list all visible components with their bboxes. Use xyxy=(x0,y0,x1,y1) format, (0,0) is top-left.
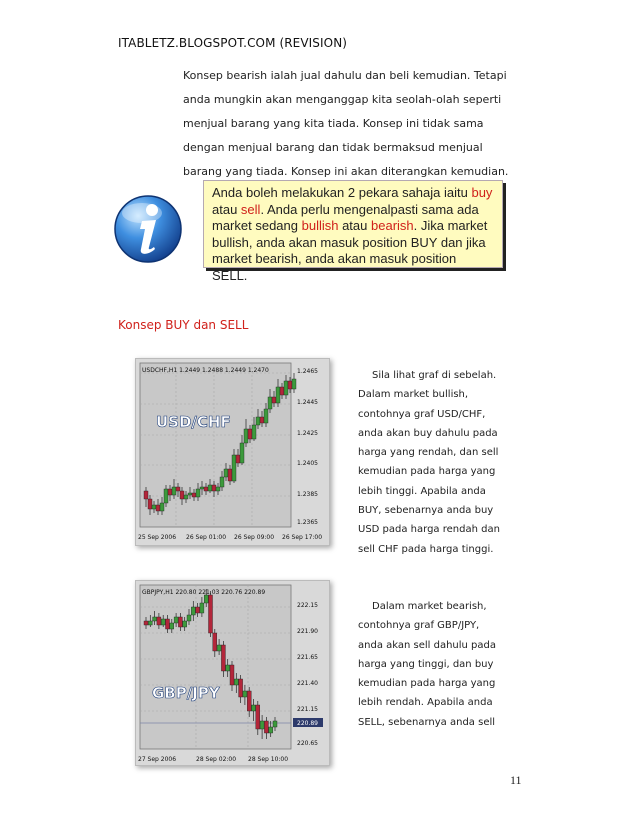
candle-body xyxy=(157,617,161,625)
y-tick: 1.2425 xyxy=(297,430,318,437)
candle-body xyxy=(200,603,204,613)
candle-body xyxy=(268,397,272,409)
candle-body xyxy=(264,721,268,733)
usdchf-chart xyxy=(135,358,330,546)
candle-body xyxy=(226,665,230,671)
candle-body xyxy=(152,505,156,509)
intro-line: dengan menjual barang dan tidak bermaksud menjual xyxy=(183,141,483,154)
candle-body xyxy=(188,493,192,495)
y-tick: 221.15 xyxy=(297,706,318,713)
candle-body xyxy=(276,387,280,403)
callout-bullish: bullish xyxy=(301,218,339,233)
x-tick: 25 Sep 2006 xyxy=(138,534,177,541)
candle-body xyxy=(160,503,164,511)
candle-body xyxy=(168,489,172,495)
y-tick: 1.2365 xyxy=(297,519,318,526)
intro-line: menjual barang yang kita tiada. Konsep ini tidak sama xyxy=(183,117,484,130)
candle-body xyxy=(239,679,243,697)
y-tick: 1.2385 xyxy=(297,491,318,498)
info-icon xyxy=(112,193,184,265)
candle-body xyxy=(196,489,200,497)
candle-body xyxy=(144,491,148,499)
intro-line: anda mungkin akan menganggap kita seolah-olah seperti xyxy=(183,93,502,106)
candle-body xyxy=(213,633,217,651)
candle-body xyxy=(156,505,160,511)
candle-body xyxy=(196,607,200,613)
page-header: ITABLETZ.BLOGSPOT.COM (REVISION) xyxy=(118,36,348,50)
candle-body xyxy=(192,493,196,497)
candle-body xyxy=(148,621,152,625)
candle-body xyxy=(236,455,240,463)
candle-body xyxy=(148,499,152,509)
bearish-explanation xyxy=(358,597,518,732)
candle-body xyxy=(164,489,168,503)
candle-body xyxy=(292,379,296,389)
chart-label: GBP/JPY xyxy=(152,684,220,702)
y-tick: 222.15 xyxy=(297,602,318,609)
usdchf-chart-svg xyxy=(136,359,329,545)
text-line: anda akan sell dahulu pada xyxy=(358,639,497,651)
x-tick: 27 Sep 2006 xyxy=(138,756,177,763)
text-line: USD pada harga rendah dan xyxy=(358,524,500,536)
callout-line: bullish, anda akan masuk position BUY dan jika xyxy=(212,234,486,250)
intro-line: Konsep bearish ialah jual dahulu dan beli kemudian. Tetapi xyxy=(183,69,507,82)
candle-body xyxy=(256,705,260,729)
section-title: Konsep BUY dan SELL xyxy=(118,318,249,332)
chart-header: GBPJPY,H1 220.80 221.03 220.76 220.89 xyxy=(142,589,266,596)
text-line: harga yang tinggi, dan buy xyxy=(358,658,494,670)
text-line: Dalam market bearish, xyxy=(372,601,487,612)
text-line: BUY, sebenarnya anda buy xyxy=(358,505,494,517)
callout-line xyxy=(212,185,495,202)
intro-paragraph xyxy=(183,64,523,184)
candle-body xyxy=(209,595,213,633)
candle-body xyxy=(161,619,165,625)
candle-body xyxy=(232,455,236,481)
candle-body xyxy=(176,487,180,491)
text-line: lebih tinggi. Apabila anda xyxy=(358,485,486,497)
candle-body xyxy=(256,417,260,425)
text-line: anda akan buy dahulu pada xyxy=(358,427,498,439)
x-tick: 26 Sep 17:00 xyxy=(282,534,323,541)
text-line: SELL, sebenarnya anda sell xyxy=(358,716,496,728)
text-line: Sila lihat graf di sebelah. xyxy=(372,370,497,381)
candle-body xyxy=(172,487,176,495)
callout-text: . Anda perlu mengenalpasti sama ada xyxy=(260,201,479,217)
text-line: kemudian pada harga yang xyxy=(358,678,496,690)
candle-body xyxy=(269,727,273,733)
candle-body xyxy=(217,645,221,651)
candle-body xyxy=(153,617,157,621)
callout-buy: buy xyxy=(471,185,493,200)
text-line: contohnya graf USD/CHF, xyxy=(358,408,486,420)
callout-bearish: bearish xyxy=(371,218,414,233)
candle-body xyxy=(252,425,256,439)
callout-text: atau xyxy=(338,218,371,233)
current-price-tick: 220.89 xyxy=(297,720,318,727)
text-line: lebih rendah. Apabila anda xyxy=(358,697,493,709)
page-number: 11 xyxy=(510,773,522,787)
callout-text: market sedang xyxy=(212,218,302,233)
callout-text: . Jika market xyxy=(413,218,488,233)
candle-body xyxy=(280,387,284,395)
candle-body xyxy=(178,617,182,627)
candle-body xyxy=(234,679,238,685)
candle-body xyxy=(204,595,208,603)
text-line: harga yang rendah, dan sell xyxy=(358,447,499,459)
candle-body xyxy=(284,381,288,395)
callout-text: atau xyxy=(212,201,241,217)
info-callout xyxy=(203,180,503,283)
candle-body xyxy=(174,617,178,623)
candle-body xyxy=(244,429,248,443)
y-tick: 220.65 xyxy=(297,740,318,747)
candle-body xyxy=(248,429,252,439)
candle-body xyxy=(183,621,187,627)
candle-body xyxy=(200,487,204,489)
candle-body xyxy=(212,485,216,491)
candle-body xyxy=(170,623,174,629)
candle-body xyxy=(180,491,184,499)
y-tick: 1.2405 xyxy=(297,460,318,467)
chart-header: USDCHF,H1 1.2449 1.2488 1.2449 1.2470 xyxy=(142,367,269,374)
candle-body xyxy=(204,487,208,491)
callout-text: Anda boleh melakukan 2 pekara sahaja iaitu xyxy=(212,185,472,200)
candle-body xyxy=(273,721,277,727)
x-tick: 26 Sep 09:00 xyxy=(234,534,275,541)
y-tick: 221.65 xyxy=(297,654,318,661)
x-tick: 28 Sep 02:00 xyxy=(196,756,237,763)
callout-line: market bearish, anda akan masuk position SELL. xyxy=(212,251,457,283)
candle-body xyxy=(166,619,170,629)
candle-body xyxy=(224,469,228,477)
y-tick: 221.40 xyxy=(297,680,318,687)
candle-body xyxy=(264,409,268,423)
intro-line: barang yang tiada. Konsep ini akan diterangkan kemudian. xyxy=(183,165,509,178)
y-tick: 1.2445 xyxy=(297,399,318,406)
x-tick: 26 Sep 01:00 xyxy=(186,534,227,541)
bullish-explanation xyxy=(358,366,518,559)
gbpjpy-chart xyxy=(135,580,330,766)
candle-body xyxy=(260,721,264,729)
candle-body xyxy=(144,621,148,625)
candle-body xyxy=(184,495,188,499)
y-tick: 221.90 xyxy=(297,628,318,635)
callout-sell: sell xyxy=(240,201,261,217)
x-tick: 28 Sep 10:00 xyxy=(248,756,289,763)
text-line: contohnya graf GBP/JPY, xyxy=(358,620,480,632)
candle-body xyxy=(272,397,276,403)
callout-line xyxy=(212,218,495,235)
y-tick: 1.2465 xyxy=(297,368,318,375)
candle-body xyxy=(228,469,232,481)
candle-body xyxy=(247,691,251,711)
candle-body xyxy=(208,485,212,491)
gbpjpy-chart-svg xyxy=(136,581,329,765)
candle-body xyxy=(260,417,264,423)
candle-body xyxy=(240,443,244,463)
candle-body xyxy=(220,477,224,487)
candle-body xyxy=(216,487,220,491)
candle-body xyxy=(230,665,234,685)
text-line: kemudian pada harga yang xyxy=(358,466,496,478)
candle-body xyxy=(252,705,256,711)
candle-body xyxy=(288,381,292,389)
candle-body xyxy=(243,691,247,697)
text-line: Dalam market bullish, xyxy=(358,389,469,401)
callout-line xyxy=(212,202,495,219)
candle-body xyxy=(221,645,225,671)
candle-body xyxy=(187,615,191,621)
chart-label: USD/CHF xyxy=(156,413,231,431)
candle-body xyxy=(191,607,195,615)
text-line: sell CHF pada harga tinggi. xyxy=(358,543,494,555)
